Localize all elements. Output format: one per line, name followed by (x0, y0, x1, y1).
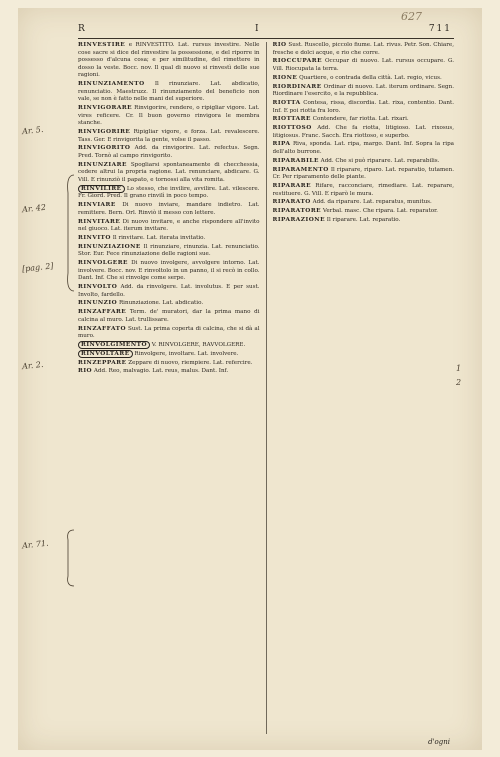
entry-definition: Rinunziazione. Lat. abdicatio. (118, 300, 204, 307)
dictionary-entry (78, 342, 260, 350)
entry-headword: RINVOLTO (78, 284, 118, 291)
dictionary-entry (78, 186, 260, 201)
margin-bracket-icon (64, 173, 76, 293)
dictionary-entry (273, 116, 455, 124)
dictionary-entry (78, 309, 260, 324)
entry-headword: RIOCCUPARE (272, 58, 323, 65)
entry-definition: Add. da rinvigorire. Lat. refectus. Segn. Pred. Tornò al campo rinvigorito. (78, 145, 260, 160)
entry-definition: e RINVESTITO. Lat. rursus investire. Nelle cose sacre si dice del rinvestire la possessione, e del riporre in possesso d'alcuna cosa; e per similitudine, del rimettere in dosso la veste. Bocc. nov. Il qual di nuovo si rinvestì delle sue ragioni. (78, 42, 260, 79)
entry-definition: Il riparare, riparo. Lat. reparatio, tutamen. Cr. Per riparamento delle piante. (272, 166, 454, 181)
entry-headword: RIO (272, 42, 287, 48)
entry-definition: Sust. Ruscello, piccolo fiume. Lat. rivus. Petr. Son. Chiare, fresche e dolci acque, e rio che corre. (272, 42, 454, 56)
dictionary-entry (78, 129, 260, 144)
entry-definition: Rifare, racconciare, rimediare. Lat. reparare, restituere. G. Vill. E riparò le mura. (272, 182, 454, 197)
entry-definition: Il riparare. Lat. reparatio. (326, 216, 401, 223)
dictionary-entry (78, 219, 260, 234)
entry-definition: Di nuovo invitare, e anche rispondere all'invito nel giuoco. Lat. iterum invitare. (78, 218, 260, 233)
dictionary-entry (273, 199, 455, 207)
entry-definition: Term. de' muratori, dar la prima mano di calcina al muro. Lat. trullissare. (78, 309, 260, 323)
dictionary-entry (273, 75, 455, 83)
text-columns (78, 42, 454, 734)
entry-definition: Add. da riparare. Lat. reparatus, munitus. (312, 199, 432, 206)
entry-definition: Add. Reo, malvagio. Lat. reus, malus. Dant. Inf. (93, 368, 229, 375)
entry-headword: RIPARATORE (272, 208, 322, 215)
corner-note: 627 (401, 10, 422, 23)
entry-definition: Contesa, rissa, discordia. Lat. rixa, contentio. Dant. Inf. E poi riotta fra loro. (272, 99, 454, 114)
margin-note: [pag. 2] (21, 261, 54, 274)
dictionary-entry (78, 360, 260, 368)
dictionary-entry (273, 208, 455, 216)
entry-headword: RINVIGORIRE (78, 129, 131, 136)
entry-definition: Occupar di nuovo. Lat. rursus occupare. G. Vill. Riocupata la terra. (272, 58, 454, 72)
entry-headword: RIOTTARE (272, 116, 311, 123)
column-divider (266, 42, 267, 734)
entry-headword: RINVIGORARE (78, 105, 133, 112)
margin-note: Ar. 42 (21, 202, 47, 215)
dictionary-entry (273, 141, 455, 156)
dictionary-entry (78, 326, 260, 341)
entry-headword: RINVIARE (78, 202, 116, 209)
entry-definition: Add. da rinvolgere. Lat. involutus. E per sust. Involto, fardello. (78, 284, 260, 298)
entry-definition: Di nuovo involgere, avvolgere intorno. Lat. involvere. Bocc. nov. E rinvoltolo in un panno, il si recò in collo. Dant. Inf. Che si rinvolge come serpe. (78, 260, 260, 282)
entry-headword: RIPARARE (272, 182, 312, 189)
entry-definition: Contendere, far riotta. Lat. rixari. (312, 116, 409, 123)
entry-headword: RINZAFFARE (78, 309, 127, 316)
entry-definition: Rinvigorire, rendere, o ripigliar vigore. Lat. vires reficere. Cr. Il buon governo rinvigora le membra stanche. (78, 105, 260, 127)
entry-definition: Il rinunziare, rinunzia. Lat. renunciatio. Stor. Eur. Fece rinunziazione delle ragioni sue. (78, 243, 260, 258)
entry-definition: V. RINVOLGERE, RAVVOLGERE. (151, 341, 246, 348)
entry-definition: Quartiere, o contrada della città. Lat. regio, vicus. (299, 74, 442, 81)
dictionary-entry (78, 368, 260, 376)
dictionary-entry (273, 217, 455, 225)
dictionary-entry (273, 58, 455, 73)
entry-headword: RINVESTIRE (78, 42, 126, 48)
margin-note: Ar. 2. (21, 359, 44, 372)
entry-definition: Zeppare di nuovo, riempiere. Lat. refercire. (128, 359, 253, 366)
entry-headword: RINUNZIAZIONE (78, 243, 141, 250)
entry-definition: Il rinunziare. Lat. abdicatio, renunciatio. Maestruzz. Il rinunziamento del beneficio non vale, se non è fatto nelle mani del superiore. (78, 81, 260, 103)
left-margin-notes (18, 8, 78, 750)
dictionary-entry (273, 42, 455, 57)
dictionary-entry (273, 167, 455, 182)
entry-headword: RINVOLGIMENTO (78, 341, 150, 349)
entry-definition: Di nuovo inviare, mandare indietro. Lat. remittere. Bern. Orl. Rinviò il messo con lettere. (78, 202, 260, 216)
entry-headword: RINVOLGERE (78, 260, 128, 267)
entry-headword: RINUNZIARE (78, 161, 127, 168)
dictionary-entry (78, 284, 260, 299)
running-head-center: I (255, 24, 261, 34)
right-margin-notes (456, 8, 486, 750)
dictionary-entry (78, 351, 260, 359)
entry-headword: RINVILIRE (78, 185, 125, 193)
dictionary-entry (78, 81, 260, 104)
entry-definition: Spogliarsi spontaneamente di checchessia, cedere altrui la propria ragione. Lat. renunciare, abdicare. G. Vill. E rinunziò il papato, e tornossi alla vita romita. (78, 161, 260, 184)
left-column (78, 42, 260, 734)
dictionary-entry (78, 162, 260, 185)
entry-headword: RINZEPPARE (78, 359, 127, 366)
catchword: d'ogni (428, 738, 450, 746)
entry-definition: Add. Che fa riotta, litigioso. Lat. rixosus, litigiosus. Franc. Sacch. Era riottoso, e superbo. (272, 125, 454, 139)
dictionary-entry (273, 84, 455, 99)
page-number: 711 (428, 24, 452, 34)
dictionary-entry (78, 235, 260, 243)
entry-headword: RIO (78, 368, 93, 375)
entry-headword: RINVITO (78, 234, 111, 241)
dictionary-entry (78, 260, 260, 283)
margin-note: 1 (456, 364, 462, 373)
entry-definition: Riva, sponda. Lat. ripa, margo. Dant. Inf. Sopra la ripa dell'alto burrone. (272, 141, 454, 156)
entry-headword: RINVITARE (78, 218, 121, 225)
margin-note: Ar. 71. (21, 538, 49, 551)
running-head-left: R (78, 24, 87, 34)
margin-bracket-icon (64, 528, 76, 588)
dictionary-entry (78, 244, 260, 259)
entry-headword: RIOTTA (272, 99, 301, 106)
entry-headword: RIPARAMENTO (272, 166, 329, 173)
entry-definition: Ripigliar vigore, e forza. Lat. revalescere. Tass. Ger. E rinvigorita la gente, volse il passo. (78, 129, 260, 143)
dictionary-page (18, 8, 482, 750)
entry-headword: RIOTTOSO (272, 125, 312, 132)
entry-definition: Rinvolgere, involtare. Lat. involvere. (134, 350, 239, 357)
dictionary-entry (273, 125, 455, 140)
entry-headword: RINVIGORITO (78, 145, 131, 152)
dictionary-entry (273, 183, 455, 198)
margin-note: Ar. 5. (21, 124, 44, 137)
margin-note: 2 (456, 378, 462, 387)
header-rule (78, 38, 454, 39)
entry-definition: Lo stesso, che invilire, avvilire. Lat. vilescere. Fr. Giord. Pred. Il grano rinvilì in poco tempo. (78, 185, 260, 200)
entry-definition: Sust. La prima coperta di calcina, che si dà al muro. (78, 325, 260, 340)
entry-definition: Ordinar di nuovo. Lat. iterum ordinare. Segn. Riordinare l'esercito, e la repubblica. (272, 83, 454, 98)
dictionary-entry (78, 42, 260, 80)
entry-definition: Add. Che si può riparare. Lat. reparabilis. (320, 157, 440, 164)
dictionary-entry (78, 145, 260, 160)
entry-headword: RIONE (272, 74, 298, 81)
entry-definition: Verbal. masc. Che ripara. Lat. reparator. (322, 208, 438, 215)
entry-headword: RINUNZIO (78, 300, 118, 307)
entry-headword: RINVOLTARE (78, 350, 133, 358)
dictionary-entry (273, 100, 455, 115)
dictionary-entry (273, 158, 455, 166)
entry-definition: Il rinvitare. Lat. iterata invitatio. (112, 234, 206, 241)
entry-headword: RIORDINARE (272, 83, 322, 90)
entry-headword: RINUNZIAMENTO (78, 81, 145, 88)
dictionary-entry (78, 105, 260, 128)
entry-headword: RIPARABILE (272, 157, 319, 164)
dictionary-entry (78, 202, 260, 217)
entry-headword: RIPARAZIONE (272, 216, 325, 223)
entry-headword: RIPA (272, 141, 291, 148)
entry-headword: RIPARATO (272, 199, 311, 206)
entry-headword: RINZAFFATO (78, 325, 126, 332)
dictionary-entry (78, 300, 260, 308)
right-column (273, 42, 455, 734)
running-head (78, 22, 452, 36)
